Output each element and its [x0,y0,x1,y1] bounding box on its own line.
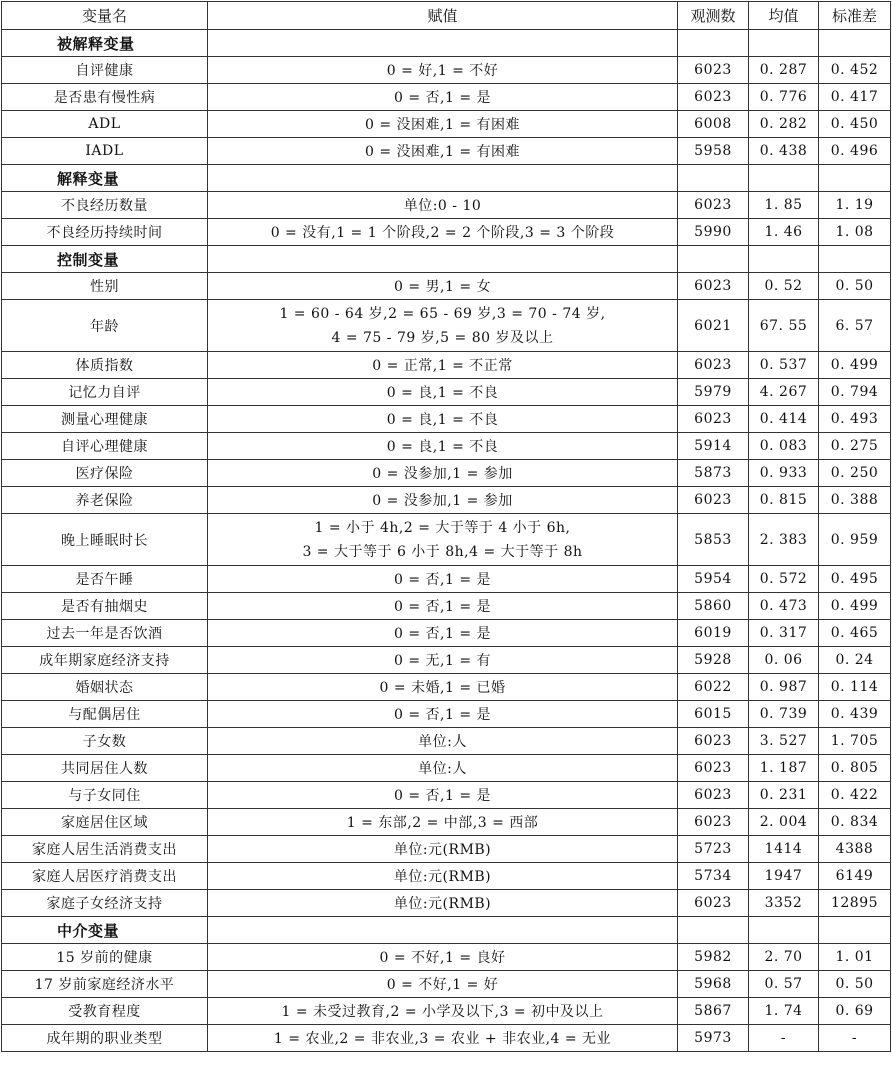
empty-cell [819,165,891,192]
section-label: 被解释变量 [2,30,208,57]
observations-cell: 6008 [678,111,749,138]
assignment-cell: 0 = 男,1 = 女 [208,273,678,300]
std-dev-cell: 0. 834 [819,809,891,836]
variable-name-cell: 家庭居住区域 [2,809,208,836]
table-row [2,111,891,138]
mean-cell: 2. 70 [749,944,819,971]
empty-cell [749,246,819,273]
table-row [2,971,891,998]
assignment-cell: 1 = 未受过教育,2 = 小学及以下,3 = 初中及以上 [208,998,678,1025]
variable-name-cell: 是否午睡 [2,566,208,593]
assignment-cell: 0 = 良,1 = 不良 [208,433,678,460]
observations-cell: 6023 [678,890,749,917]
observations-cell: 5979 [678,379,749,406]
observations-cell: 6019 [678,620,749,647]
variable-name-cell: 与子女同住 [2,782,208,809]
empty-cell [208,917,678,944]
assignment-cell: 0 = 否,1 = 是 [208,620,678,647]
assignment-cell: 0 = 没困难,1 = 有困难 [208,138,678,165]
observations-cell: 5914 [678,433,749,460]
std-dev-cell: 0. 499 [819,593,891,620]
std-dev-cell: 0. 250 [819,460,891,487]
std-dev-cell: 0. 50 [819,971,891,998]
assignment-cell: 1 = 东部,2 = 中部,3 = 西部 [208,809,678,836]
variable-name-cell: 测量心理健康 [2,406,208,433]
observations-cell: 6015 [678,701,749,728]
empty-cell [678,30,749,57]
observations-cell: 6023 [678,273,749,300]
std-dev-cell: 0. 496 [819,138,891,165]
section-label: 解释变量 [2,165,208,192]
table-row [2,1025,891,1052]
std-dev-cell: 0. 50 [819,273,891,300]
mean-cell: 0. 317 [749,620,819,647]
variable-name-cell: 成年期的职业类型 [2,1025,208,1052]
table-row [2,84,891,111]
std-dev-cell: 0. 805 [819,755,891,782]
mean-cell: 1414 [749,836,819,863]
assignment-cell: 0 = 否,1 = 是 [208,701,678,728]
variable-name-cell: 15 岁前的健康 [2,944,208,971]
assignment-cell: 0 = 没参加,1 = 参加 [208,487,678,514]
assignment-cell: 0 = 没参加,1 = 参加 [208,460,678,487]
table-row [2,352,891,379]
assignment-cell: 1 = 农业,2 = 非农业,3 = 农业 + 非农业,4 = 无业 [208,1025,678,1052]
table-row [2,379,891,406]
variable-name-cell: 不良经历持续时间 [2,219,208,246]
empty-cell [678,246,749,273]
assignment-cell: 单位:0 - 10 [208,192,678,219]
std-dev-cell: 0. 422 [819,782,891,809]
std-dev-cell: 1. 08 [819,219,891,246]
assignment-cell: 1 = 60 - 64 岁,2 = 65 - 69 岁,3 = 70 - 74 岁, 4 = 75 - 79 岁,5 = 80 岁及以上 [208,300,678,352]
variable-name-cell: 不良经历数量 [2,192,208,219]
assignment-cell: 0 = 没有,1 = 1 个阶段,2 = 2 个阶段,3 = 3 个阶段 [208,219,678,246]
std-dev-cell: 0. 493 [819,406,891,433]
header-row [2,2,891,30]
std-dev-cell: 0. 439 [819,701,891,728]
assignment-cell: 0 = 无,1 = 有 [208,647,678,674]
variable-name-cell: 与配偶居住 [2,701,208,728]
table-row [2,273,891,300]
table-row [2,300,891,352]
mean-cell: 1. 74 [749,998,819,1025]
variable-name-cell: 共同居住人数 [2,755,208,782]
mean-cell: 0. 231 [749,782,819,809]
observations-cell: 5928 [678,647,749,674]
variable-name-cell: 性别 [2,273,208,300]
observations-cell: 5853 [678,514,749,566]
assignment-cell: 0 = 好,1 = 不好 [208,57,678,84]
assignment-cell: 0 = 否,1 = 是 [208,593,678,620]
variable-name-cell: 婚姻状态 [2,674,208,701]
observations-cell: 6021 [678,300,749,352]
std-dev-cell: 0. 794 [819,379,891,406]
mean-cell: 0. 282 [749,111,819,138]
std-dev-cell: 6149 [819,863,891,890]
assignment-cell: 单位:元(RMB) [208,863,678,890]
header-mean: 均值 [749,2,819,30]
mean-cell: 1947 [749,863,819,890]
variable-name-cell: 养老保险 [2,487,208,514]
variable-name-cell: 子女数 [2,728,208,755]
empty-cell [749,30,819,57]
mean-cell: 0. 987 [749,674,819,701]
std-dev-cell: 0. 24 [819,647,891,674]
variable-name-cell: 体质指数 [2,352,208,379]
statistics-table [1,1,891,1052]
mean-cell: 0. 52 [749,273,819,300]
mean-cell: 0. 473 [749,593,819,620]
observations-cell: 6023 [678,487,749,514]
observations-cell: 5982 [678,944,749,971]
mean-cell: 4. 267 [749,379,819,406]
header-observations: 观测数 [678,2,749,30]
empty-cell [819,246,891,273]
section-row [2,917,891,944]
table-row [2,998,891,1025]
observations-cell: 6023 [678,782,749,809]
table-row [2,755,891,782]
std-dev-cell: 0. 275 [819,433,891,460]
assignment-cell: 单位:元(RMB) [208,890,678,917]
std-dev-cell: 1. 705 [819,728,891,755]
std-dev-cell: 6. 57 [819,300,891,352]
variable-name-cell: 记忆力自评 [2,379,208,406]
empty-cell [208,246,678,273]
variable-name-cell: 成年期家庭经济支持 [2,647,208,674]
table-row [2,219,891,246]
observations-cell: 6023 [678,84,749,111]
variable-name-cell: 17 岁前家庭经济水平 [2,971,208,998]
table-row [2,57,891,84]
assignment-cell: 单位:人 [208,728,678,755]
observations-cell: 6023 [678,809,749,836]
mean-cell: 0. 438 [749,138,819,165]
mean-cell: 1. 187 [749,755,819,782]
observations-cell: 5873 [678,460,749,487]
assignment-cell: 0 = 否,1 = 是 [208,84,678,111]
observations-cell: 6022 [678,674,749,701]
variable-name-cell: 晚上睡眠时长 [2,514,208,566]
table-row [2,728,891,755]
assignment-cell: 0 = 否,1 = 是 [208,782,678,809]
empty-cell [749,165,819,192]
table-row [2,192,891,219]
empty-cell [678,165,749,192]
observations-cell: 5973 [678,1025,749,1052]
assignment-cell: 单位:元(RMB) [208,836,678,863]
observations-cell: 6023 [678,352,749,379]
mean-cell: - [749,1025,819,1052]
mean-cell: 0. 933 [749,460,819,487]
mean-cell: 0. 739 [749,701,819,728]
std-dev-cell: 0. 69 [819,998,891,1025]
std-dev-cell: 0. 388 [819,487,891,514]
std-dev-cell: 0. 452 [819,57,891,84]
variable-name-cell: 家庭人居生活消费支出 [2,836,208,863]
mean-cell: 0. 06 [749,647,819,674]
variable-name-cell: 家庭人居医疗消费支出 [2,863,208,890]
table-row [2,647,891,674]
header-std-dev: 标准差 [819,2,891,30]
mean-cell: 3352 [749,890,819,917]
mean-cell: 2. 383 [749,514,819,566]
assignment-cell: 0 = 不好,1 = 好 [208,971,678,998]
observations-cell: 6023 [678,406,749,433]
observations-cell: 6023 [678,728,749,755]
variable-name-cell: 是否患有慢性病 [2,84,208,111]
mean-cell: 0. 57 [749,971,819,998]
mean-cell: 0. 815 [749,487,819,514]
table-row [2,566,891,593]
assignment-cell: 1 = 小于 4h,2 = 大于等于 4 小于 6h, 3 = 大于等于 6 小于 8h,4 = 大于等于 8h [208,514,678,566]
variable-name-cell: 自评心理健康 [2,433,208,460]
observations-cell: 5734 [678,863,749,890]
mean-cell: 3. 527 [749,728,819,755]
observations-cell: 6023 [678,192,749,219]
observations-cell: 5968 [678,971,749,998]
std-dev-cell: - [819,1025,891,1052]
variable-name-cell: 家庭子女经济支持 [2,890,208,917]
mean-cell: 0. 287 [749,57,819,84]
std-dev-cell: 0. 959 [819,514,891,566]
std-dev-cell: 12895 [819,890,891,917]
assignment-cell: 0 = 否,1 = 是 [208,566,678,593]
observations-cell: 5860 [678,593,749,620]
header-variable-name: 变量名 [2,2,208,30]
observations-cell: 5867 [678,998,749,1025]
assignment-cell: 0 = 未婚,1 = 已婚 [208,674,678,701]
empty-cell [819,917,891,944]
table-row [2,460,891,487]
variable-name-cell: 受教育程度 [2,998,208,1025]
assignment-cell: 单位:人 [208,755,678,782]
mean-cell: 2. 004 [749,809,819,836]
table-row [2,138,891,165]
observations-cell: 5990 [678,219,749,246]
variable-name-cell: 年龄 [2,300,208,352]
mean-cell: 0. 083 [749,433,819,460]
std-dev-cell: 0. 417 [819,84,891,111]
section-label: 中介变量 [2,917,208,944]
table-row [2,863,891,890]
empty-cell [208,165,678,192]
assignment-cell: 0 = 正常,1 = 不正常 [208,352,678,379]
std-dev-cell: 0. 499 [819,352,891,379]
variable-name-cell: 过去一年是否饮酒 [2,620,208,647]
section-row [2,30,891,57]
table-row [2,593,891,620]
empty-cell [678,917,749,944]
table-body [2,30,891,1052]
observations-cell: 6023 [678,755,749,782]
observations-cell: 6023 [678,57,749,84]
std-dev-cell: 1. 19 [819,192,891,219]
table-row [2,514,891,566]
empty-cell [819,30,891,57]
header-assignment: 赋值 [208,2,678,30]
table-row [2,809,891,836]
variable-name-cell: ADL [2,111,208,138]
mean-cell: 1. 46 [749,219,819,246]
table-row [2,944,891,971]
assignment-cell: 0 = 不好,1 = 良好 [208,944,678,971]
mean-cell: 0. 572 [749,566,819,593]
std-dev-cell: 0. 495 [819,566,891,593]
assignment-cell: 0 = 良,1 = 不良 [208,406,678,433]
variable-name-cell: 自评健康 [2,57,208,84]
assignment-cell: 0 = 没困难,1 = 有困难 [208,111,678,138]
mean-cell: 1. 85 [749,192,819,219]
table-row [2,674,891,701]
table-row [2,487,891,514]
empty-cell [208,30,678,57]
mean-cell: 0. 776 [749,84,819,111]
variable-name-cell: 是否有抽烟史 [2,593,208,620]
std-dev-cell: 1. 01 [819,944,891,971]
table-row [2,782,891,809]
variable-name-cell: 医疗保险 [2,460,208,487]
section-row [2,246,891,273]
mean-cell: 0. 537 [749,352,819,379]
observations-cell: 5954 [678,566,749,593]
std-dev-cell: 0. 465 [819,620,891,647]
table-row [2,433,891,460]
observations-cell: 5958 [678,138,749,165]
section-row [2,165,891,192]
section-label: 控制变量 [2,246,208,273]
assignment-cell: 0 = 良,1 = 不良 [208,379,678,406]
table-row [2,701,891,728]
mean-cell: 0. 414 [749,406,819,433]
std-dev-cell: 0. 450 [819,111,891,138]
mean-cell: 67. 55 [749,300,819,352]
table-row [2,836,891,863]
observations-cell: 5723 [678,836,749,863]
table-row [2,406,891,433]
empty-cell [749,917,819,944]
std-dev-cell: 0. 114 [819,674,891,701]
table-row [2,890,891,917]
variable-name-cell: IADL [2,138,208,165]
table-row [2,620,891,647]
std-dev-cell: 4388 [819,836,891,863]
